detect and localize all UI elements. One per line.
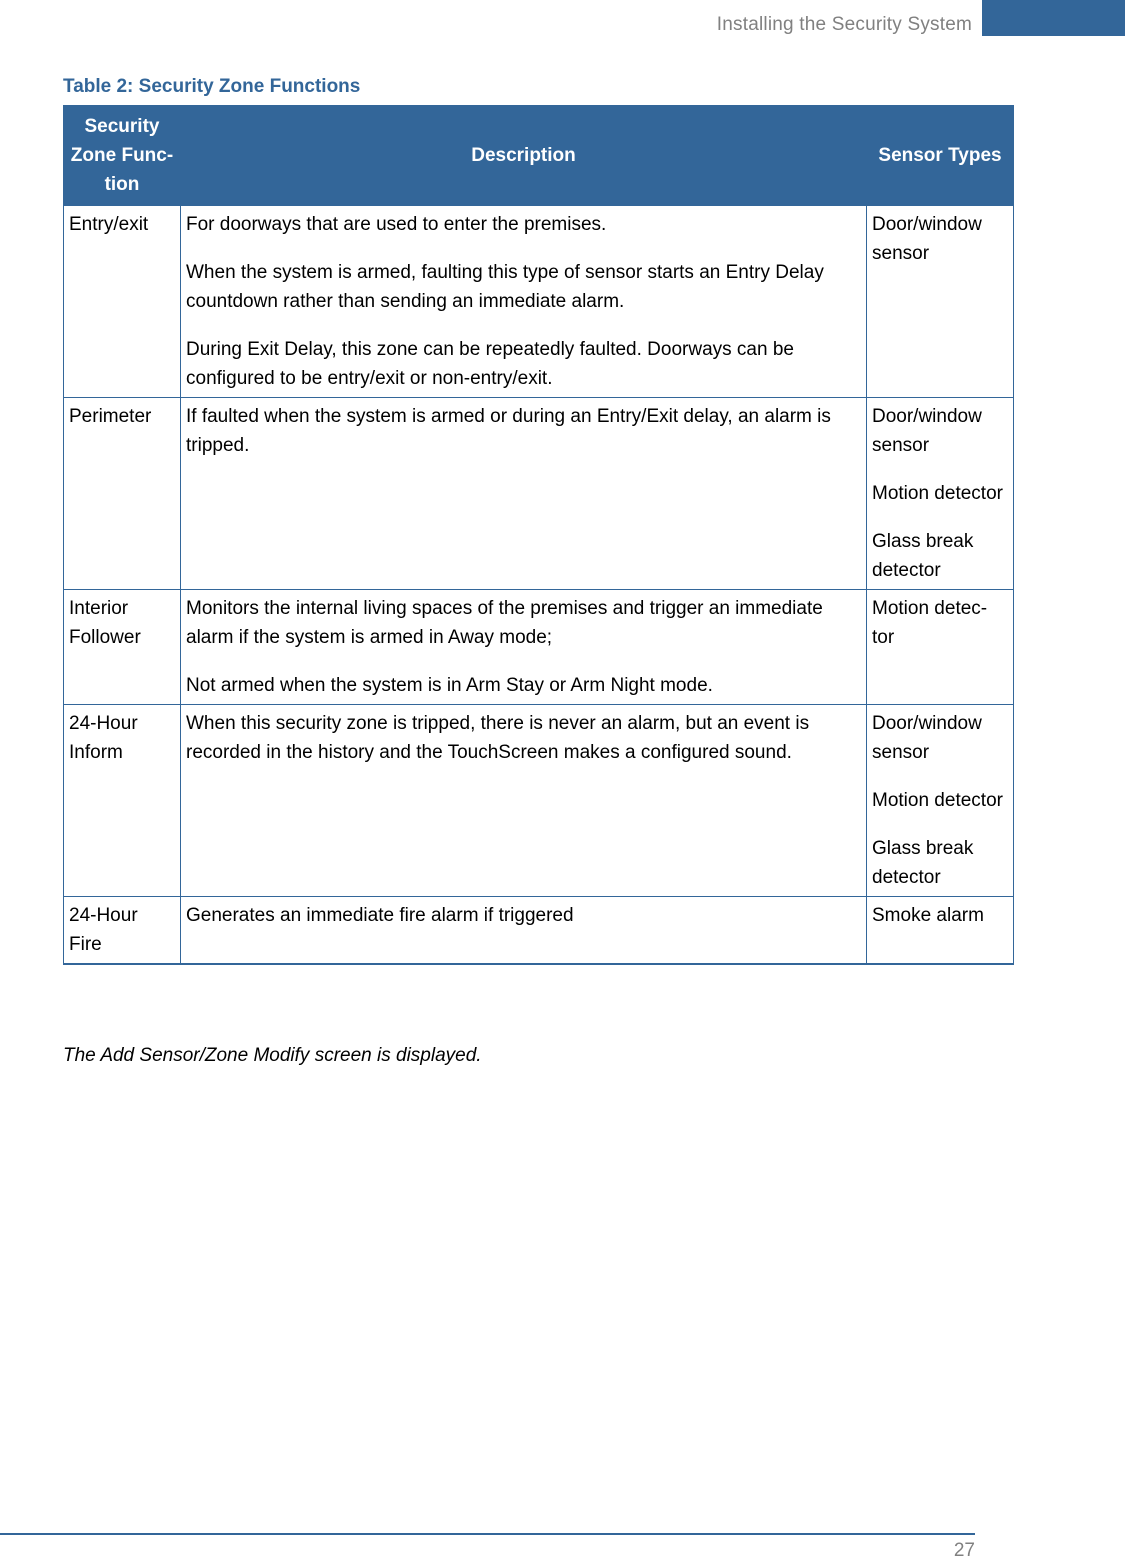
sensor-types-cell [867, 705, 1014, 897]
table-header-row [64, 106, 1014, 206]
sensor-type: Motion detector [872, 790, 1003, 811]
description-paragraph: When this security zone is tripped, there is never an alarm, but an event is recorded in the history and the TouchScreen makes a configured sound. [186, 713, 810, 763]
page-number: 27 [953, 1540, 975, 1561]
description-paragraph: For doorways that are used to enter the premises. [186, 214, 607, 235]
sensor-type: Door/window sensor [872, 713, 982, 763]
table-row [64, 897, 1014, 965]
zone-cell: Entry/exit [64, 206, 181, 398]
sensor-type: Door/window sensor [872, 214, 982, 264]
description-paragraph: When the system is armed, faulting this type of sensor starts an Entry Delay countdown rather than sending an immediate alarm. [186, 262, 824, 312]
zone-cell: Perimeter [64, 398, 181, 590]
description-paragraph: If faulted when the system is armed or during an Entry/Exit delay, an alarm is tripped. [186, 406, 831, 456]
description-paragraph: Not armed when the system is in Arm Stay or Arm Night mode. [186, 675, 713, 696]
table-caption: Table 2: Security Zone Functions [63, 76, 361, 97]
description-cell [181, 206, 867, 398]
running-header-title: Installing the Security System [716, 14, 972, 35]
description-cell [181, 897, 867, 965]
sensor-type: Smoke alarm [872, 905, 984, 926]
zone-cell: 24-Hour Fire [64, 897, 181, 965]
security-zone-table [63, 105, 1014, 965]
description-cell [181, 705, 867, 897]
sensor-types-cell [867, 206, 1014, 398]
description-paragraph: Generates an immediate fire alarm if triggered [186, 905, 574, 926]
sensor-type: Door/window sensor [872, 406, 982, 456]
description-paragraph: During Exit Delay, this zone can be repeatedly faulted. Doorways can be configured to be entry/exit or non-entry/exit. [186, 339, 794, 389]
footer-divider [0, 1533, 975, 1535]
zone-cell: 24-Hour Inform [64, 705, 181, 897]
header-accent-bar [982, 0, 1125, 36]
table-followup-note: The Add Sensor/Zone Modify screen is displayed. [63, 1045, 482, 1066]
description-cell [181, 590, 867, 705]
table-row [64, 206, 1014, 398]
sensor-type: Motion detec-tor [872, 598, 988, 648]
column-header-sensor-types: Sensor Types [867, 106, 1014, 206]
sensor-type: Glass break detector [872, 838, 974, 888]
sensor-types-cell [867, 897, 1014, 965]
table-row [64, 705, 1014, 897]
table-row [64, 590, 1014, 705]
column-header-zone: Security Zone Func-tion [64, 106, 181, 206]
sensor-type: Glass break detector [872, 531, 974, 581]
sensor-types-cell [867, 398, 1014, 590]
sensor-types-cell [867, 590, 1014, 705]
column-header-description: Description [181, 106, 867, 206]
sensor-type: Motion detector [872, 483, 1003, 504]
description-cell [181, 398, 867, 590]
zone-cell: Interior Follower [64, 590, 181, 705]
description-paragraph: Monitors the internal living spaces of the premises and trigger an immediate alarm if the system is armed in Away mode; [186, 598, 823, 648]
table-row [64, 398, 1014, 590]
